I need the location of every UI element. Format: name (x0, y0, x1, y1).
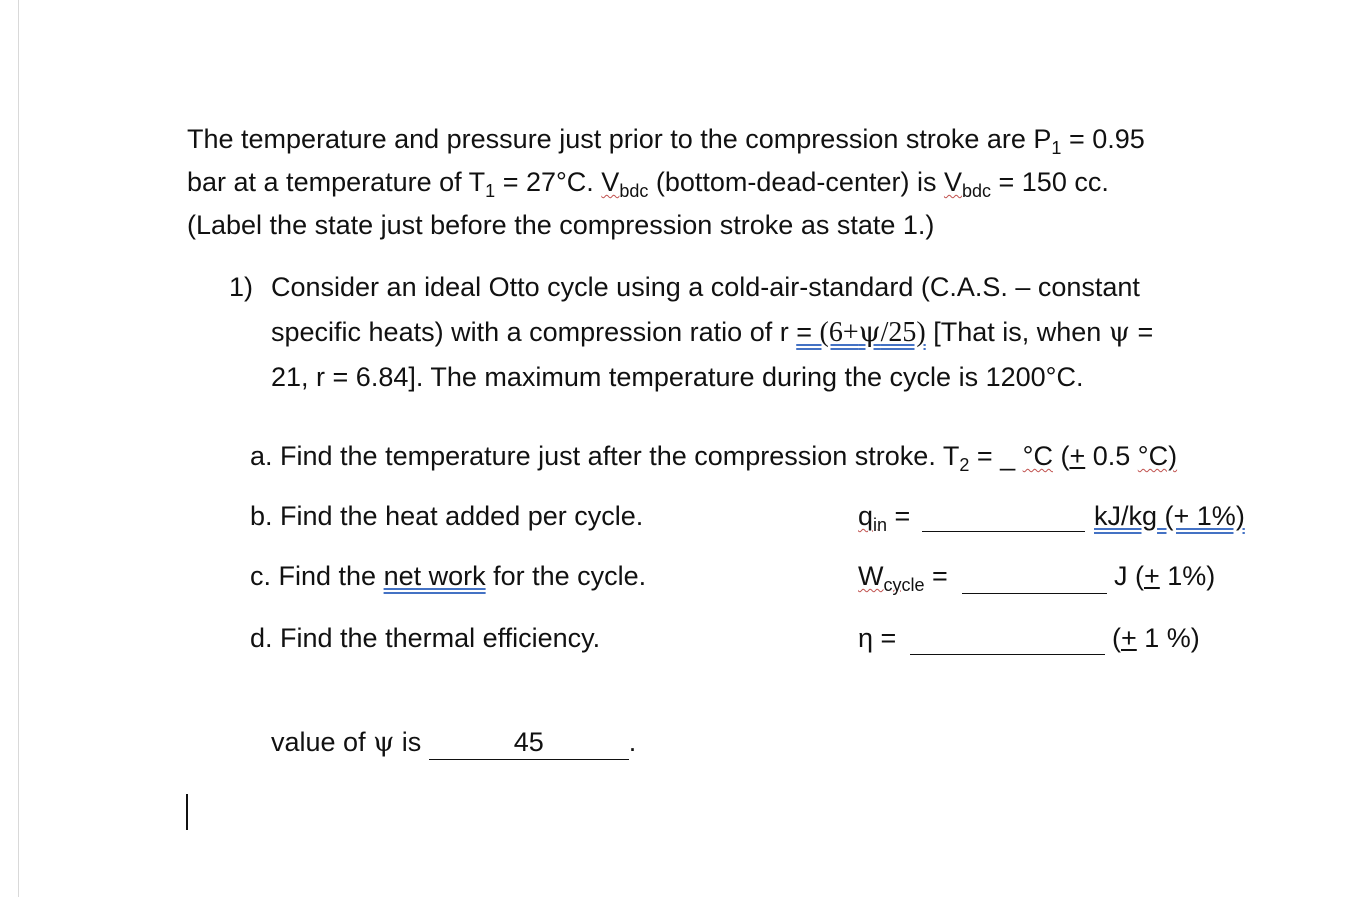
part-b-answer: $q_{in}$ = (858, 501, 911, 535)
intro-line-1: The temperature and pressure just prior to the compression stroke are $P_1 = 0.95$ (187, 124, 1145, 158)
psi-value-line: value of ψ is 45 . (271, 727, 637, 758)
part-d-answer: η = (858, 623, 897, 653)
problem-line-3: 21, r = 6.84]. The maximum temperature during the cycle is 1200°C. (271, 362, 1084, 392)
part-c-answer: $W_{cycle}$ = (858, 561, 948, 595)
efficiency-answer-blank[interactable] (910, 632, 1105, 655)
text-cursor (186, 794, 188, 830)
page-left-edge (18, 0, 19, 897)
qin-answer-blank[interactable] (922, 509, 1085, 532)
psi-value-field[interactable]: 45 (429, 725, 629, 760)
wcycle-answer-blank[interactable] (962, 571, 1107, 594)
intro-line-3: (Label the state just before the compression stroke as state 1.) (187, 210, 935, 240)
vbdc-term: $V_{bdc}$ (601, 167, 649, 201)
part-d-tolerance: (+ 1 %) (1112, 623, 1200, 653)
part-d-text: d. Find the thermal efficiency. (250, 623, 601, 653)
part-a: a. Find the temperature just after the compression stroke. $T_2$ = _ °C (+ 0.5 °C) (250, 441, 1178, 475)
problem-line-1: Consider an ideal Otto cycle using a cold-air-standard (C.A.S. – constant (271, 272, 1140, 302)
part-b-text: b. Find the heat added per cycle. (250, 501, 644, 531)
part-b-units: kJ/kg (+ 1%) (1094, 501, 1245, 531)
problem-number: 1) (229, 272, 254, 302)
part-c-units: J (+ 1%) (1114, 561, 1216, 591)
ratio-formula: (6+ψ/25) (819, 315, 926, 348)
intro-line-2: bar at a temperature of $T_1 = 27^\circ C$. $V_{bdc}$ (bottom-dead-center) is $V_{bdc} = 150$ cc. (187, 167, 1109, 201)
part-c-text: c. Find the net work for the cycle. (250, 561, 647, 591)
problem-line-2: specific heats) with a compression ratio of r = (6+ψ/25) [That is, when ψ = (271, 315, 1154, 348)
vbdc-term-2: $V_{bdc}$ (943, 167, 992, 201)
